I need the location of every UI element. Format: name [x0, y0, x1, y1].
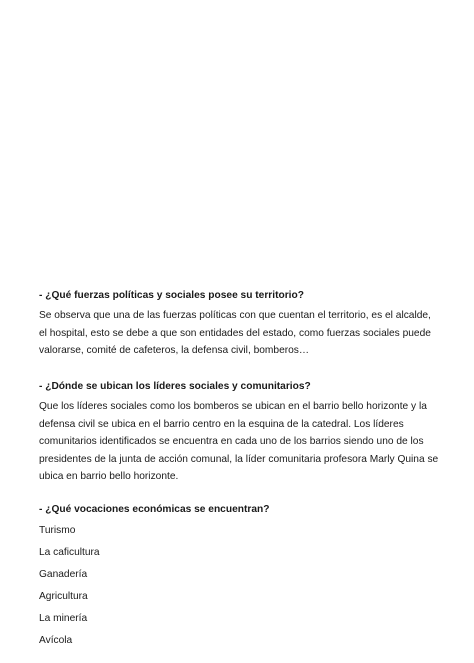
list-item: La minería	[39, 613, 88, 624]
list-item: Avícola	[39, 635, 73, 646]
answer-paragraph: Se observa que una de las fuerzas políticas con que cuentan el territorio, es el alcalde, el hospital, esto se debe a que son entidades del estado, como fuerzas sociales puede valorarse, comité de cafeteros, la defensa civil, bomberos…	[39, 310, 431, 357]
list-item: Ganadería	[39, 569, 88, 580]
answer-paragraph: Que los líderes sociales como los bomberos se ubican en el barrio bello horizonte y la defensa civil se ubica en el barrio centro en la esquina de la catedral. Los líderes comunitarios identificados se encuentra en cada uno de los barrios siendo uno de los presidentes de la junta de acción comunal, la líder comunitaria profesora Marly Quina se ubica en barrio bello horizonte.	[39, 401, 439, 483]
list-item: La caficultura	[39, 547, 100, 558]
question-heading: - ¿Qué vocaciones económicas se encuentran?	[39, 504, 270, 515]
question-heading: - ¿Dónde se ubican los líderes sociales y comunitarios?	[39, 381, 311, 392]
list-item: Turismo	[39, 525, 76, 536]
question-heading: - ¿Qué fuerzas políticas y sociales posee su territorio?	[39, 290, 304, 301]
list-item: Agricultura	[39, 591, 88, 602]
